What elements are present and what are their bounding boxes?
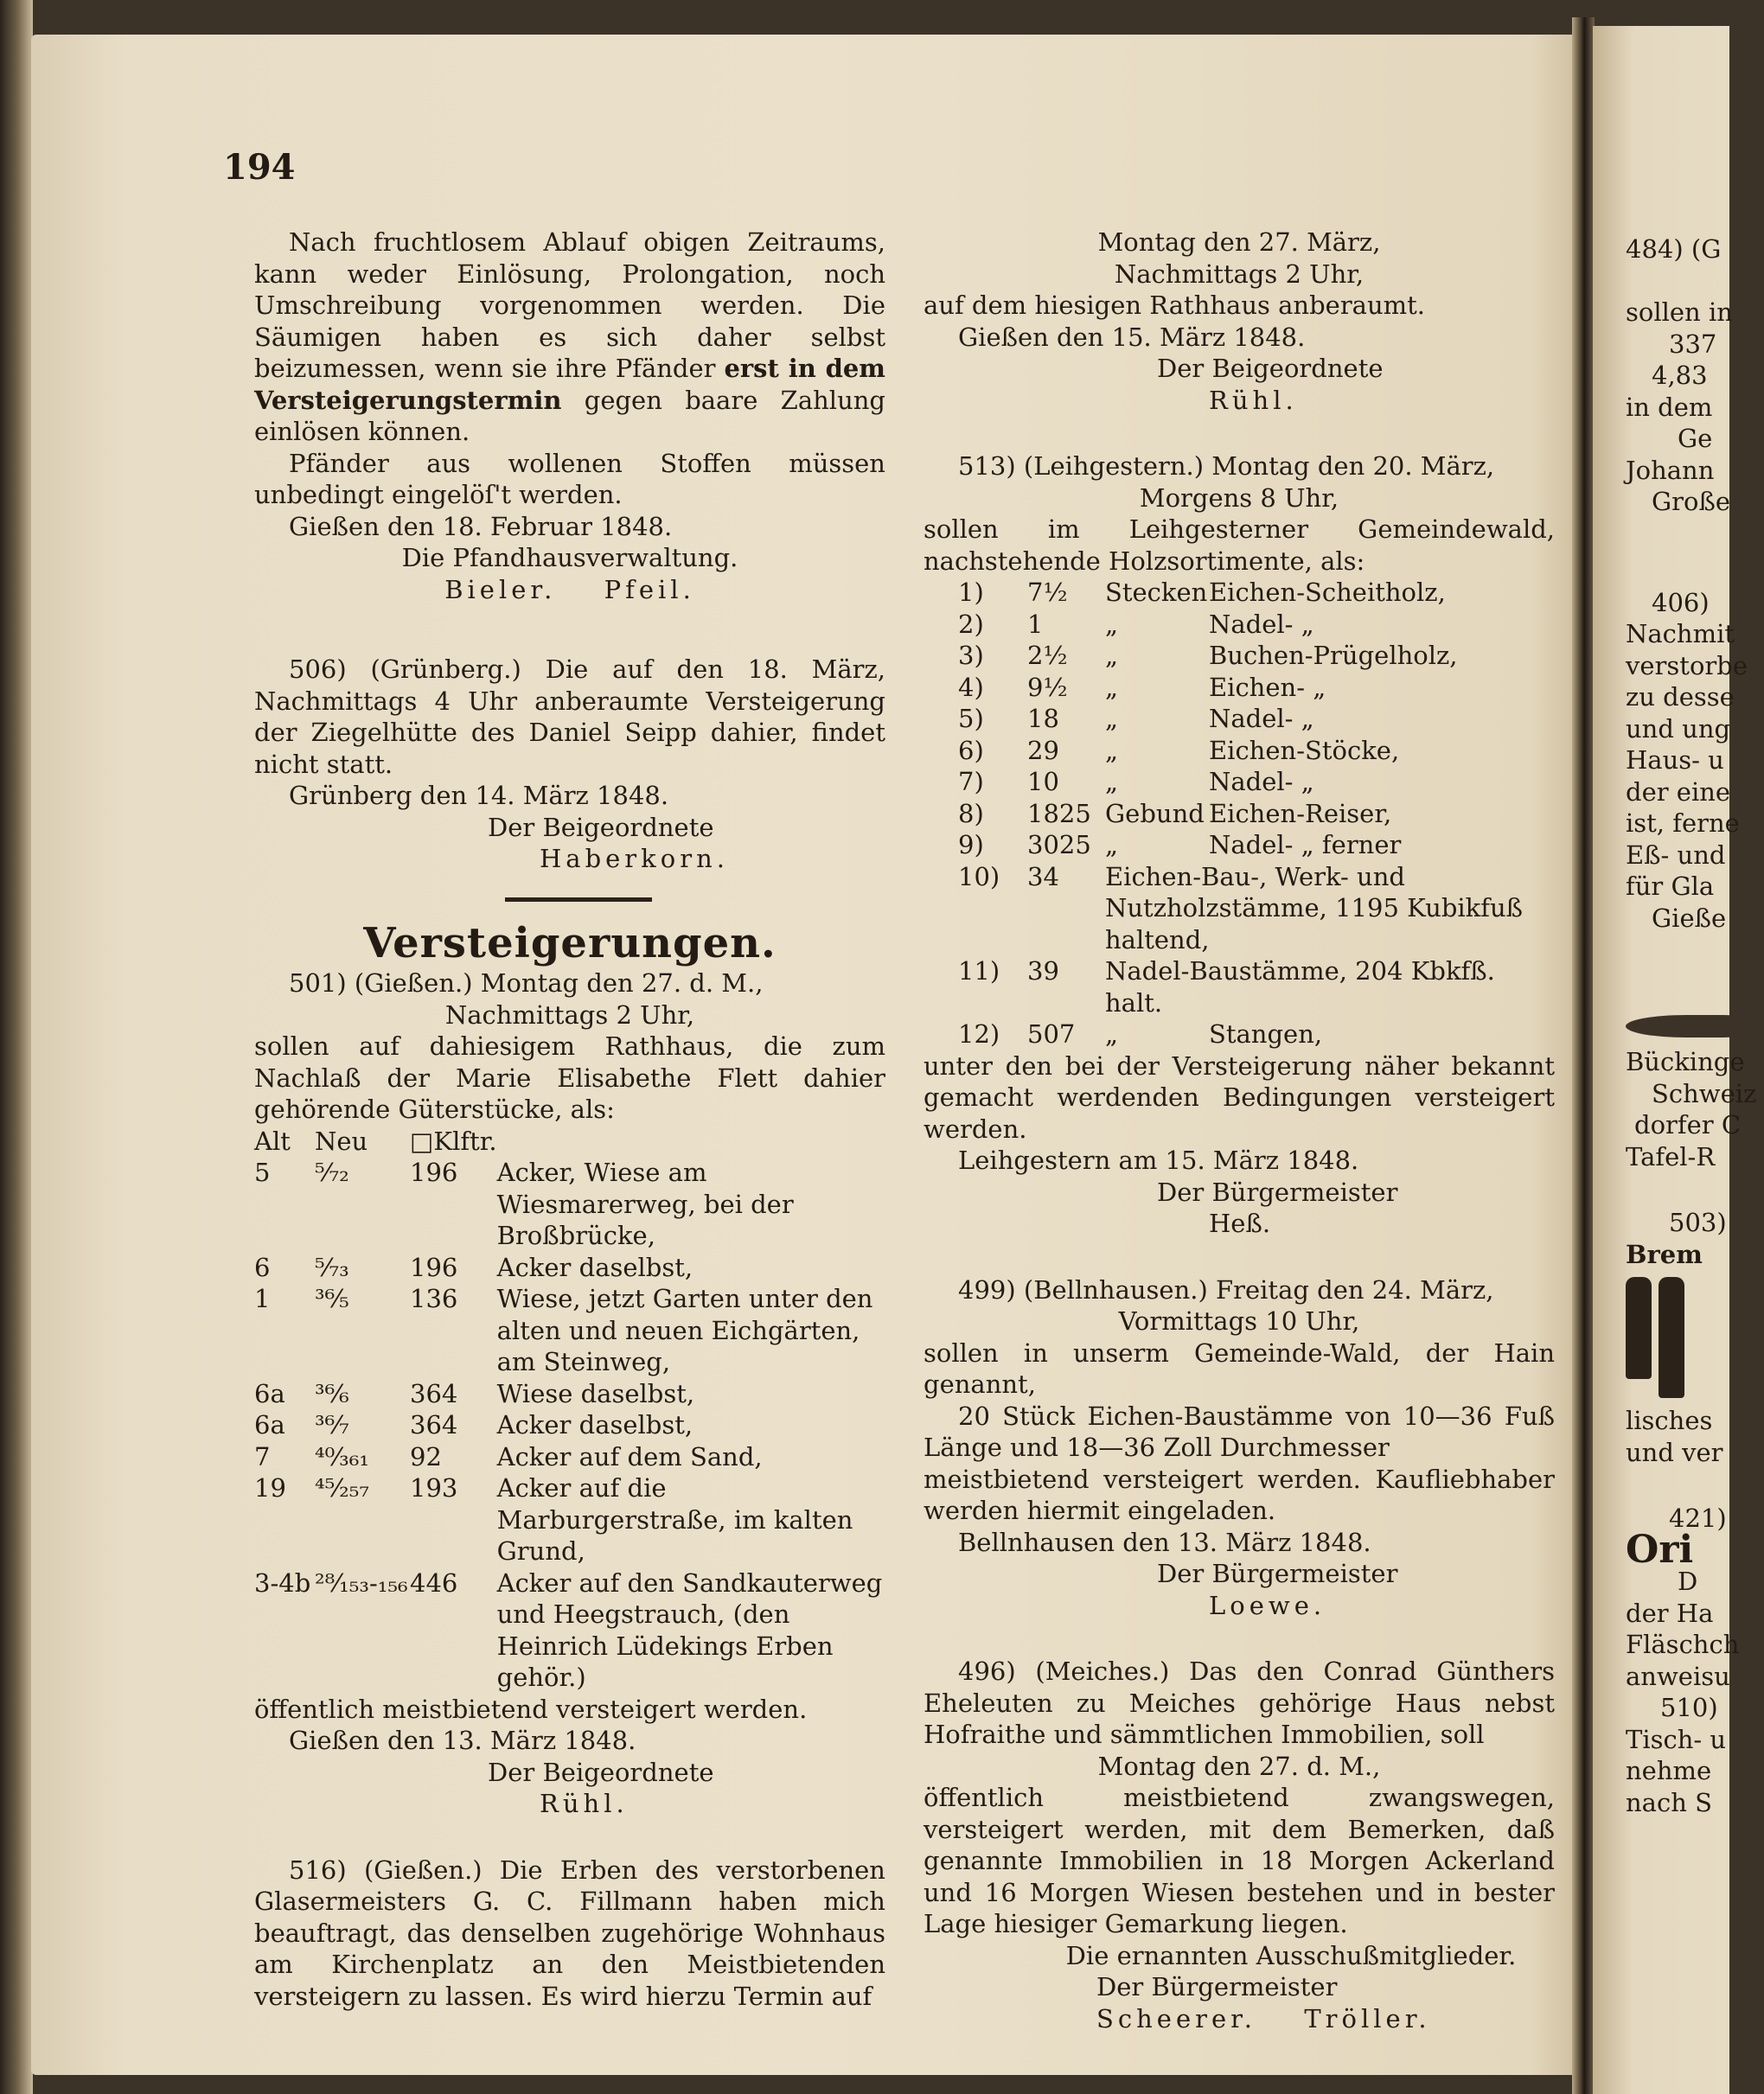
cell-alt: 6 [254,1252,271,1282]
cell-klafter: 446 [410,1567,458,1598]
page-number: 194 [223,147,296,188]
cell-neu: ²⁸⁄₁₅₃-₁₅₆ [315,1567,408,1598]
intro-paragraph-2: Pfänder aus wollenen Stoffen müssen unbedingt eingelöſ't werden. [254,448,885,509]
item-number: 1) [958,578,984,607]
notice-506-date: Grünberg den 14. März 1848. [289,781,669,810]
cell-klafter: 364 [410,1410,458,1440]
list-item [924,861,1555,956]
item-unit: „ [1105,672,1119,702]
fragment-line: Ge [1678,424,1713,453]
fragment-line: 337 [1669,329,1717,359]
cell-alt: 5 [254,1158,271,1187]
item-quantity: 34 [1027,861,1059,891]
fragment-line [1626,265,1764,297]
fragment-line: und ung [1626,713,1731,744]
column-middle [924,227,1555,2034]
fragment-line: lisches [1626,1406,1713,1435]
cell-klafter: 364 [410,1378,458,1408]
item-number: 6) [958,735,984,765]
list-item [924,766,1555,798]
cell-desc: Acker, Wiese am Wiesmarerweg, bei der Broßbrücke, [496,1158,794,1250]
fragment-line: in dem [1626,392,1713,422]
notice-501-office: Der Beigeordnete [488,1757,714,1787]
item-quantity: 10 [1027,767,1059,796]
fragment-line: verstorbe [1626,650,1748,680]
notice-499-end: meistbietend versteigert werden. Kaufliebhaber werden hiermit eingeladen. [924,1464,1555,1525]
item-desc: Nadel- „ ferner [1209,830,1402,859]
notice-499-line-2: Vormittags 10 Uhr, [1118,1306,1360,1336]
cont-name: Rühl. [1209,385,1298,415]
item-quantity: 29 [1027,735,1059,765]
item-number: 9) [958,830,984,859]
item-desc: Nadel- „ [1209,609,1314,639]
list-item [924,735,1555,767]
cont-line-3: auf dem hiesigen Rathhaus anberaumt. [924,290,1426,320]
item-desc: Eichen-Bau-, Werk- und Nutzholzstämme, 1195 Kubikfuß haltend, [1105,861,1524,954]
item-quantity: 1825 [1027,798,1091,828]
list-item [924,577,1555,609]
section-rule [505,897,652,902]
column-left [254,227,885,2012]
fragment-line: 510) [1660,1693,1718,1722]
fish-illustration-icon [1626,1015,1747,1037]
cell-alt: 3-4b [254,1567,311,1598]
cell-klafter: 136 [410,1284,458,1313]
fragment-line: Nachmit [1626,619,1735,648]
item-number: 3) [958,641,984,670]
notice-496-committee: Die ernannten Ausschußmitglieder. [1065,1940,1517,1970]
item-unit: „ [1105,830,1119,859]
cell-desc: Acker daselbst, [496,1252,693,1282]
cell-desc: Wiese, jetzt Garten unter den alten und neuen Eichgärten, am Steinweg, [496,1284,873,1376]
fragment-line: D [1678,1567,1698,1596]
book-gutter [1572,17,1595,2094]
fragment-line: 421) [1669,1503,1727,1533]
notice-513-name: Heß. [1209,1209,1271,1238]
intro-signature-office: Die Pfandhausverwaltung. [401,543,738,572]
fragment-line: Johann [1626,455,1715,485]
item-desc: Eichen-Scheitholz, [1209,578,1446,607]
list-item [924,640,1555,672]
item-unit: „ [1105,767,1119,796]
item-quantity: 3025 [1027,830,1091,859]
notice-513-line-2: Morgens 8 Uhr, [1139,482,1339,513]
header-klafter: □Klftr. [410,1126,497,1156]
fragment-line: dorfer C [1634,1110,1742,1140]
cell-desc: Acker auf die Marburgerstraße, im kalten Grund, [496,1473,853,1566]
notice-513-body: sollen im Leihgesterner Gemeindewald, nachstehende Holzsortimente, als: [924,514,1555,576]
cell-neu: ⁵⁄₇₃ [315,1252,349,1282]
table-row [254,1441,885,1473]
notice-501-end: öffentlich meistbietend versteigert werden. [254,1694,808,1724]
bottle-icon [1626,1277,1652,1379]
notice-499-body: sollen in unserm Gemeinde-Wald, der Hain genannt, [924,1337,1555,1399]
notice-496-body: 496) (Meiches.) Das den Conrad Günthers Eheleuten zu Meiches gehörige Haus nebst Hofraithe und sämmtlichen Immobilien, soll [924,1657,1555,1749]
fragment-line: Große [1652,487,1731,516]
notice-513-date: Leihgestern am 15. März 1848. [958,1146,1359,1175]
notice-501-body: sollen auf dahiesigem Rathhaus, die zum Nachlaß der Marie Elisabethe Flett dahier gehörende Güterstücke, als: [254,1031,885,1124]
item-desc: Eichen- „ [1209,672,1326,702]
notice-506-office: Der Beigeordnete [488,812,714,842]
table-row [254,1378,885,1410]
item-desc: Eichen-Reiser, [1209,798,1392,828]
fragment-line: Fläschch [1626,1630,1740,1659]
cell-desc: Wiese daselbst, [496,1378,695,1408]
table-row [254,1472,885,1567]
item-desc: Buchen-Prügelholz, [1209,641,1458,670]
intro-signature-pfeil: Pfeil. [604,574,695,604]
item-desc: Nadel- „ [1209,704,1314,733]
item-unit: Gebund [1105,798,1205,828]
notice-499-item: 20 Stück Eichen-Baustämme von 10—36 Fuß Länge und 18—36 Zoll Durchmesser [924,1401,1555,1462]
cell-alt: 1 [254,1284,271,1313]
notice-499-line-1: 499) (Bellnhausen.) Freitag den 24. März, [958,1274,1494,1305]
table-row [254,1283,885,1378]
fragment-line: Brem [1626,1239,1703,1269]
item-quantity: 18 [1027,704,1059,733]
notice-501-line-2: Nachmittags 2 Uhr, [444,999,695,1030]
notice-496-troeller: Tröller. [1304,2003,1431,2033]
cell-klafter: 92 [410,1441,442,1472]
item-number: 12) [958,1019,1000,1049]
fragment-line: 4,83 [1652,361,1708,390]
item-number: 4) [958,672,984,702]
fragment-line: Ori [1626,1527,1694,1572]
item-quantity: 507 [1027,1019,1076,1049]
fragment-line: 484) (G [1626,234,1722,264]
table-row [254,1567,885,1694]
item-quantity: 39 [1027,956,1059,986]
item-quantity: 2½ [1027,641,1068,670]
cont-line-1: Montag den 27. März, [1097,227,1381,257]
notice-516: 516) (Gießen.) Die Erben des verstorbenen Glasermeisters G. C. Fillmann haben mich beauftragt, das denselben zugehörige Wohnhaus am Kirchenplatz an den Meistbietenden versteigern zu lassen. Es wird hierzu Termin auf [254,1855,885,2011]
intro-paragraph [254,227,885,448]
list-item [924,955,1555,1018]
wood-list [924,577,1555,1050]
item-number: 5) [958,704,984,733]
intro-date: Gießen den 18. Februar 1848. [289,511,673,541]
item-desc: Nadel-Baustämme, 204 Kbkfß. halt. [1105,956,1495,1018]
cell-alt: 7 [254,1441,271,1472]
intro-text-bold: erst in dem Versteigerungstermin [254,354,885,415]
fragment-line: Haus- u [1626,745,1724,775]
notice-496-body-2: öffentlich meistbietend zwangswegen, versteigert werden, mit dem Bemerken, daß genannte Immobilien in 18 Morgen Ackerland und 16 Morgen Wiesen bestehen und in bester Lage hiesiger Gemarkung liegen. [924,1783,1555,1938]
cell-neu: ³⁶⁄₇ [315,1410,349,1440]
item-unit: „ [1105,704,1119,733]
cell-desc: Acker auf den Sandkauterweg und Heegstrauch, (den Heinrich Lüdekings Erben gehör.) [496,1567,883,1692]
cell-desc: Acker daselbst, [496,1410,693,1440]
notice-513-line-1: 513) (Leihgestern.) Montag den 20. März, [958,451,1495,481]
fragment-line: Gieße [1652,903,1727,933]
cell-neu: ³⁶⁄₅ [315,1284,349,1313]
fragment-line: Schweiz [1652,1078,1757,1108]
item-desc: Stangen, [1209,1019,1323,1049]
notice-499-date: Bellnhausen den 13. März 1848. [958,1527,1371,1557]
item-quantity: 9½ [1027,672,1068,702]
fragment-line: der eine [1626,776,1731,807]
fragment-line: nehme [1626,1756,1712,1785]
list-item [924,672,1555,704]
notice-496-date-line: Montag den 27. d. M., [1097,1751,1381,1781]
item-quantity: 7½ [1027,578,1068,607]
item-number: 10) [958,861,1000,891]
cell-alt: 6a [254,1378,285,1408]
fragment-line: Bückinge [1626,1047,1745,1076]
list-item [924,703,1555,735]
item-number: 7) [958,767,984,796]
item-number: 8) [958,798,984,828]
fragment-line: ist, ferne [1626,808,1740,838]
cell-neu: ⁵⁄₇₂ [315,1158,349,1187]
intro-text-1: Nach fruchtlosem Ablauf obigen Zeitraums, kann weder Einlösung, Prolongation, noch Umschreibung vorgenommen werden. Die Säumigen haben es sich daher selbst beizumessen, wenn sie ihre Pfänder [254,227,885,383]
item-desc: Nadel- „ [1209,767,1314,796]
item-number: 2) [958,609,984,639]
cell-alt: 19 [254,1473,286,1503]
notice-513-end: unter den bei der Versteigerung näher bekannt gemacht werdenden Bedingungen versteigert werden. [924,1050,1555,1144]
cell-neu: ⁴⁵⁄₂₅₇ [315,1473,369,1503]
cell-klafter: 193 [410,1473,458,1503]
cont-date: Gießen den 15. März 1848. [958,322,1306,352]
intro-signature-names [254,574,885,606]
cell-desc: Acker auf dem Sand, [496,1441,763,1472]
notice-501-name: Rühl. [540,1789,629,1818]
cell-klafter: 196 [410,1252,458,1282]
item-unit: „ [1105,609,1119,639]
item-desc: Eichen-Stöcke, [1209,735,1400,765]
cont-line-2: Nachmittags 2 Uhr, [1114,259,1365,289]
section-heading: Versteigerungen. [363,918,777,967]
notice-501-date: Gießen den 13. März 1848. [289,1726,636,1755]
column-right-partial [1626,233,1764,1818]
notice-499-office: Der Bürgermeister [1157,1559,1398,1588]
item-unit: Stecken [1105,578,1208,607]
item-unit: „ [1105,1019,1119,1049]
cell-alt: 6a [254,1410,285,1440]
header-neu: Neu [315,1126,368,1156]
notice-501-line-1: 501) (Gießen.) Montag den 27. d. M., [289,968,764,998]
list-item [924,829,1555,861]
list-item [924,798,1555,830]
item-number: 11) [958,956,1000,986]
list-item [924,609,1555,641]
table-row [254,1157,885,1252]
fragment-line: und ver [1626,1437,1723,1467]
fragment-line: Tafel-R [1626,1141,1716,1171]
cont-office: Der Beigeordnete [1157,354,1384,383]
notice-496-names [924,2003,1555,2035]
book-spine-edge [0,0,33,2094]
cell-neu: ³⁶⁄₆ [315,1378,349,1408]
fragment-line: Eß- und [1626,840,1726,870]
fragment-line: sollen in [1626,297,1733,327]
fragment-line: für Gla [1626,871,1715,901]
list-item [924,1018,1555,1050]
fragment-line: 406) [1652,587,1710,617]
intro-text-2: gegen baare Zahlung einlösen können. [254,385,885,446]
intro-signature-bieler: Bieler. [444,574,557,604]
notice-496-office: Der Bürgermeister [1096,1972,1338,2001]
table-row [254,1252,885,1284]
notice-499-name: Loewe. [1209,1590,1326,1620]
cell-klafter: 196 [410,1158,458,1187]
property-table-header [254,1126,885,1158]
fragment-line: nach S [1626,1787,1712,1817]
fragment-line: Tisch- u [1626,1724,1727,1754]
fragment-line: anweisu [1626,1661,1730,1691]
cell-neu: ⁴⁰⁄₃₆₁ [315,1441,369,1472]
table-row [254,1409,885,1441]
header-alt: Alt [254,1126,291,1156]
item-unit: „ [1105,735,1119,765]
fragment-line: zu desse [1626,682,1735,712]
bottle-icon [1659,1277,1684,1398]
property-table [254,1126,885,1694]
notice-513-office: Der Bürgermeister [1157,1177,1398,1207]
notice-506: 506) (Grünberg.) Die auf den 18. März, Nachmittags 4 Uhr anberaumte Versteigerung der Ziegelhütte des Daniel Seipp dahier, findet nicht statt. [254,654,885,779]
notice-506-name: Haberkorn. [540,844,729,873]
bottles-illustration [1626,1277,1764,1398]
fragment-line: der Ha [1626,1598,1714,1628]
notice-496-scheerer: Scheerer. [1096,2003,1257,2033]
item-quantity: 1 [1027,609,1044,639]
fragment-line: 503) [1669,1208,1727,1237]
item-unit: „ [1105,641,1119,670]
